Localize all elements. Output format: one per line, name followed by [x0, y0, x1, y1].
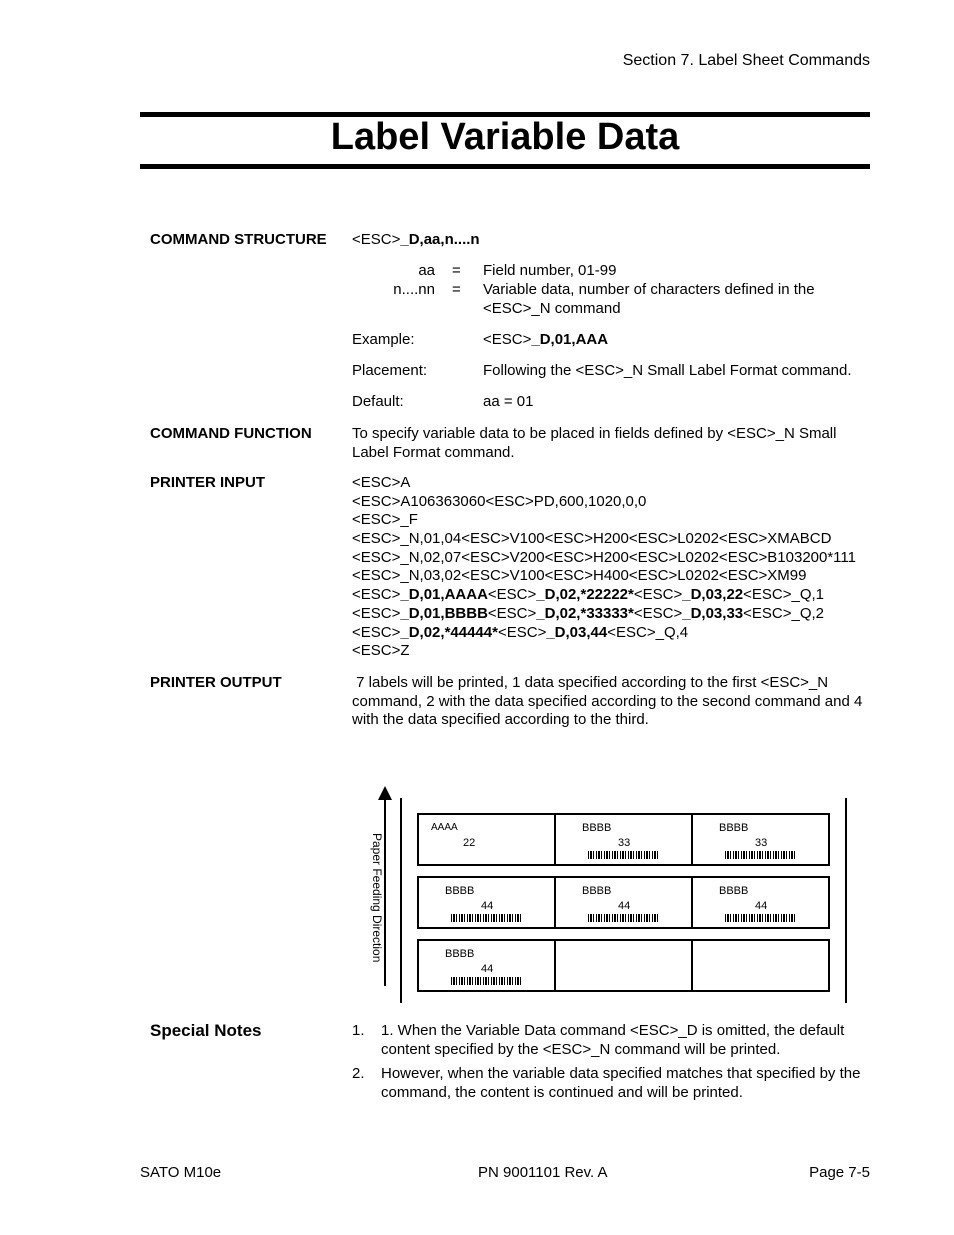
- label-cell: [556, 878, 693, 927]
- placement-value: Following the <ESC>_N Small Label Format command.: [483, 362, 852, 379]
- note-number: 1.: [352, 1022, 365, 1039]
- code-line: [352, 511, 870, 530]
- code-bold-run: _D,03,22: [682, 586, 744, 604]
- code-line: [352, 642, 870, 661]
- example-label: Example:: [352, 331, 415, 348]
- code-line: [352, 493, 870, 512]
- footer-right: Page 7-5: [809, 1164, 870, 1181]
- code-bold-run: _D,01,AAAA: [400, 586, 488, 604]
- note-number: 2.: [352, 1065, 365, 1082]
- barcode: [451, 914, 523, 922]
- param-eq-aa: =: [452, 262, 461, 279]
- syntax-prefix: <ESC>: [352, 231, 401, 248]
- label-field-text: BBBB: [582, 822, 612, 834]
- param-eq-n: =: [452, 281, 461, 298]
- code-run: <ESC>: [352, 604, 401, 622]
- footer-left: SATO M10e: [140, 1164, 222, 1181]
- label-row: [417, 813, 830, 866]
- code-run: <ESC>: [487, 604, 537, 622]
- label-cell: [419, 878, 556, 927]
- code-bold-run: _D,02,*22222*: [536, 586, 634, 604]
- feed-direction-label: Paper Feeding Direction: [370, 833, 384, 963]
- label-field-text: BBBB: [719, 822, 749, 834]
- label-field-number: 44: [481, 900, 494, 912]
- command-function-text: To specify variable data to be placed in fields defined by <ESC>_N Small Label Format command.: [352, 425, 837, 461]
- note-text: However, when the variable data specified matches that specified by the command, the content is continued and will be printed.: [381, 1065, 861, 1101]
- code-run: <ESC>: [352, 586, 401, 604]
- code-line: [352, 474, 870, 493]
- paper-edge-left: [400, 798, 402, 1003]
- code-run: <ESC>_N,02,07<ESC>V200<ESC>H200<ESC>L0202<ESC>B103200*111: [352, 548, 856, 566]
- barcode: [451, 977, 523, 985]
- param-desc-aa: Field number, 01-99: [483, 262, 617, 279]
- code-run: <ESC>_Q,4: [607, 623, 689, 641]
- label-field-text: BBBB: [445, 948, 475, 960]
- label-field-number: 44: [618, 900, 631, 912]
- example-prefix: <ESC>: [483, 331, 532, 348]
- label-cell: [693, 941, 830, 990]
- code-line: [352, 530, 870, 549]
- title-rule-bottom: [140, 164, 870, 169]
- arrow-shaft: [384, 796, 386, 986]
- code-run: <ESC>: [497, 623, 547, 641]
- label-row: [417, 939, 830, 992]
- command-structure-label: COMMAND STRUCTURE: [150, 231, 327, 248]
- special-notes-label: Special Notes: [150, 1021, 262, 1040]
- param-desc-n: Variable data, number of characters defined in the <ESC>_N command: [483, 281, 815, 317]
- label-cell: [419, 815, 556, 864]
- label-cell: [693, 815, 830, 864]
- label-field-text: AAAA: [431, 822, 458, 833]
- code-run: <ESC>: [633, 586, 683, 604]
- label-field-number: 44: [755, 900, 768, 912]
- label-field-text: BBBB: [582, 885, 612, 897]
- barcode: [725, 851, 797, 859]
- syntax-bold: _D,aa,n....n: [400, 231, 480, 248]
- code-line: [352, 549, 870, 568]
- code-run: <ESC>: [487, 586, 537, 604]
- note-text: 1. When the Variable Data command <ESC>_D is omitted, the default content specified by the <ESC>_N command will be printed.: [381, 1022, 845, 1058]
- placement-label: Placement:: [352, 362, 428, 379]
- code-run: <ESC>: [633, 604, 683, 622]
- code-run: <ESC>_F: [352, 511, 418, 529]
- code-line: [352, 567, 870, 586]
- label-cell: [693, 878, 830, 927]
- note-item-2: [352, 1065, 870, 1102]
- default-label: Default:: [352, 393, 404, 410]
- code-run: <ESC>A: [352, 474, 411, 491]
- printer-output-text: 7 labels will be printed, 1 data specified according to the first <ESC>_N command, 2 with the data specified according to the second command and 4 with the data specified according to the third.: [352, 674, 867, 729]
- label-field-text: BBBB: [719, 885, 749, 897]
- label-field-number: 44: [481, 963, 494, 975]
- paper-edge-right: [845, 798, 847, 1003]
- code-bold-run: _D,02,*44444*: [400, 623, 498, 641]
- section-header: Section 7. Label Sheet Commands: [622, 52, 870, 69]
- command-syntax: [352, 231, 870, 250]
- label-row: [417, 876, 830, 929]
- code-run: <ESC>_Q,1: [743, 586, 825, 604]
- param-name-n: n....nn: [393, 281, 435, 298]
- code-run: <ESC>: [352, 623, 401, 641]
- label-cell: [556, 815, 693, 864]
- example-bold: _D,01,AAA: [531, 331, 609, 348]
- label-field-number: 22: [463, 837, 476, 849]
- code-run: <ESC>_N,03,02<ESC>V100<ESC>H400<ESC>L0202<ESC>XM99: [352, 567, 807, 585]
- label-cell: [556, 941, 693, 990]
- code-bold-run: _D,03,44: [546, 623, 608, 641]
- label-field-text: BBBB: [445, 885, 475, 897]
- code-line: [352, 586, 870, 605]
- label-field-number: 33: [755, 837, 768, 849]
- code-bold-run: _D,02,*33333*: [536, 604, 634, 622]
- footer-center: PN 9001101 Rev. A: [478, 1164, 608, 1181]
- label-cell: [419, 941, 556, 990]
- param-name-aa: aa: [418, 262, 435, 279]
- code-run: <ESC>_N,01,04<ESC>V100<ESC>H200<ESC>L0202<ESC>XMABCD: [352, 530, 832, 548]
- printer-output-label: PRINTER OUTPUT: [150, 674, 282, 691]
- example-value: [483, 331, 608, 350]
- barcode: [588, 914, 660, 922]
- code-run: <ESC>A106363060<ESC>PD,600,1020,0,0: [352, 492, 647, 510]
- code-run: <ESC>Z: [352, 642, 410, 660]
- code-line: [352, 605, 870, 624]
- code-bold-run: _D,01,BBBB: [400, 604, 488, 622]
- command-function-label: COMMAND FUNCTION: [150, 425, 312, 442]
- barcode: [588, 851, 660, 859]
- default-value: aa = 01: [483, 393, 534, 410]
- page-title: Label Variable Data: [330, 116, 680, 158]
- code-line: [352, 624, 870, 643]
- code-run: <ESC>_Q,2: [743, 604, 825, 622]
- note-item-1: [352, 1022, 870, 1059]
- code-bold-run: _D,03,33: [682, 604, 744, 622]
- barcode: [725, 914, 797, 922]
- arrow-up-icon: [378, 786, 392, 800]
- label-field-number: 33: [618, 837, 631, 849]
- printer-input-code: [352, 474, 870, 661]
- printer-input-label: PRINTER INPUT: [150, 474, 266, 491]
